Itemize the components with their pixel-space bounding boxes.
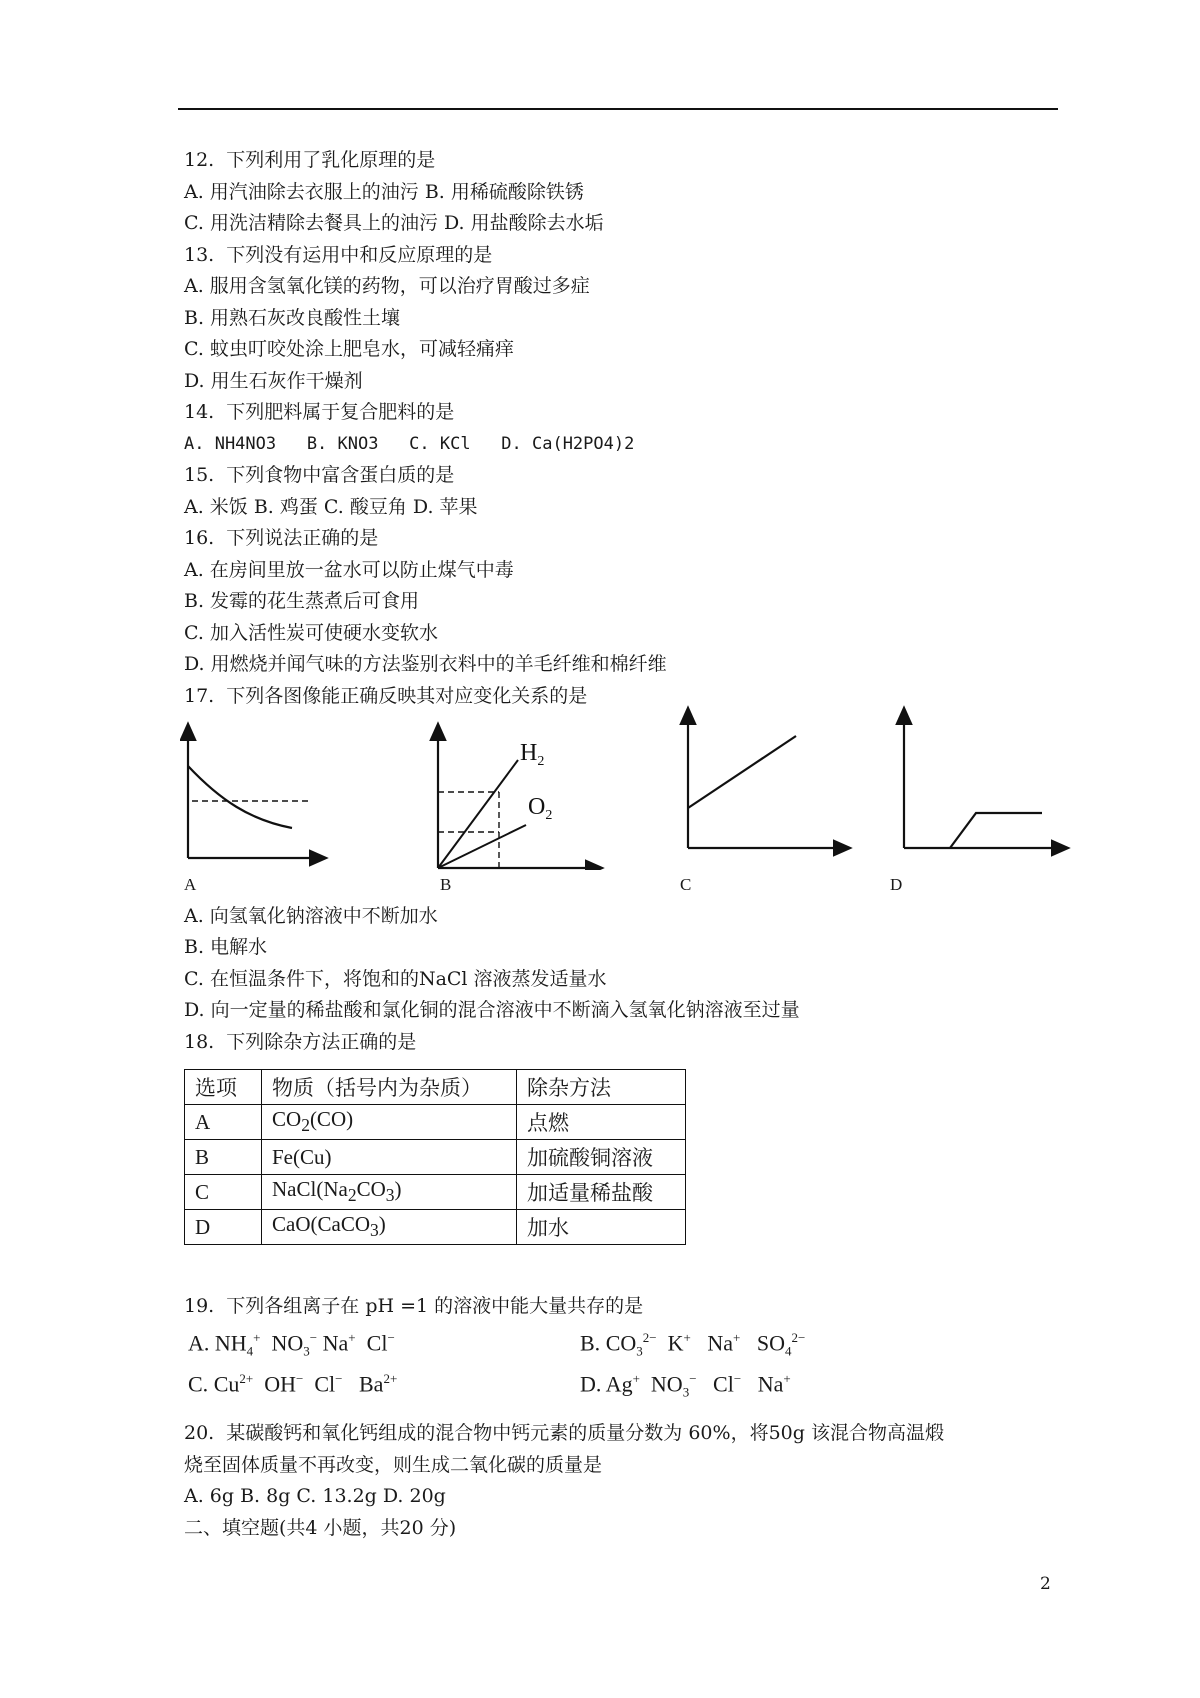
q17-option-b: B. 电解水 xyxy=(184,936,268,958)
graph-label-b: B xyxy=(440,875,452,894)
q18-stem: 18. 下列除杂方法正确的是 xyxy=(184,1031,417,1053)
svg-text:H2 xyxy=(520,740,544,769)
q16-option-a: A. 在房间里放一盆水可以防止煤气中毒 xyxy=(184,559,514,581)
q14-options: A. NH4NO3 B. KNO3 C. KCl D. Ca(H2PO4)2 xyxy=(184,434,635,454)
header-option: 选项 xyxy=(185,1070,262,1105)
row-option: D xyxy=(185,1210,262,1245)
q17-option-d: D. 向一定量的稀盐酸和氯化铜的混合溶液中不断滴入氢氧化钠溶液至过量 xyxy=(184,999,800,1021)
q12-stem: 12. 下列利用了乳化原理的是 xyxy=(184,149,436,171)
graph-d xyxy=(892,700,1072,870)
row-method: 加适量稀盐酸 xyxy=(517,1175,686,1210)
h2-subscript: 2 xyxy=(537,754,545,769)
q13-option-d: D. 用生石灰作干燥剂 xyxy=(184,370,363,392)
table-row xyxy=(185,1210,686,1245)
row-substance: Fe(Cu) xyxy=(262,1140,517,1175)
q15-options: A. 米饭 B. 鸡蛋 C. 酸豆角 D. 苹果 xyxy=(184,496,478,518)
o2-subscript: 2 xyxy=(545,808,553,823)
q13-option-a: A. 服用含氢氧化镁的药物，可以治疗胃酸过多症 xyxy=(184,275,590,297)
header-substance: 物质（括号内为杂质） xyxy=(262,1070,517,1105)
table-row xyxy=(185,1105,686,1140)
graph-label-c: C xyxy=(680,875,692,894)
table-row xyxy=(185,1175,686,1210)
q18-table xyxy=(184,1069,686,1245)
q17-option-a: A. 向氢氧化钠溶液中不断加水 xyxy=(184,905,438,927)
h2-label: H xyxy=(520,740,538,766)
q19-option-c: C. $Cu^{2+}$ OH− Cl− $Ba^{2+}$ xyxy=(188,1371,398,1397)
q16-option-d: D. 用燃烧并闻气味的方法鉴别衣料中的羊毛纤维和棉纤维 xyxy=(184,653,667,675)
header-method: 除杂方法 xyxy=(517,1070,686,1105)
page-number: 2 xyxy=(1040,1574,1051,1594)
q12-options-ab: A. 用汽油除去衣服上的油污 B. 用稀硫酸除铁锈 xyxy=(184,181,584,203)
graph-label-a: A xyxy=(184,875,197,894)
header-rule xyxy=(178,108,1058,110)
row-option: C xyxy=(185,1175,262,1210)
row-option: B xyxy=(185,1140,262,1175)
q15-stem: 15. 下列食物中富含蛋白质的是 xyxy=(184,464,455,486)
q12-options-cd: C. 用洗洁精除去餐具上的油污 D. 用盐酸除去水垢 xyxy=(184,212,604,234)
o2-label: O xyxy=(528,794,546,820)
graph-c xyxy=(676,700,856,870)
q20-stem-line2: 烧至固体质量不再改变，则生成二氧化碳的质量是 xyxy=(184,1454,603,1476)
row-substance: CaO(CaCO$_3$) xyxy=(262,1210,517,1245)
row-method: 点燃 xyxy=(517,1105,686,1140)
q17-stem: 17. 下列各图像能正确反映其对应变化关系的是 xyxy=(184,685,588,707)
q16-stem: 16. 下列说法正确的是 xyxy=(184,527,379,549)
q16-option-c: C. 加入活性炭可使硬水变软水 xyxy=(184,622,438,644)
row-method: 加水 xyxy=(517,1210,686,1245)
row-option: A xyxy=(185,1105,262,1140)
q13-option-b: B. 用熟石灰改良酸性土壤 xyxy=(184,307,401,329)
q20-stem-line1: 20. 某碳酸钙和氧化钙组成的混合物中钙元素的质量分数为 60%，将50g 该混合物高温煅 xyxy=(184,1422,944,1444)
table-header-row xyxy=(185,1070,686,1105)
q17-option-c: C. 在恒温条件下，将饱和的NaCl 溶液蒸发适量水 xyxy=(184,968,607,990)
q19-stem: 19. 下列各组离子在 pH =1 的溶液中能大量共存的是 xyxy=(184,1295,644,1317)
q14-stem: 14. 下列肥料属于复合肥料的是 xyxy=(184,401,455,423)
q20-options: A. 6g B. 8g C. 13.2g D. 20g xyxy=(184,1485,446,1507)
q13-stem: 13. 下列没有运用中和反应原理的是 xyxy=(184,244,493,266)
q19-option-a: A. $NH_4^+$ $NO_3^-$ Na+ Cl− xyxy=(188,1330,395,1359)
row-method: 加硫酸铜溶液 xyxy=(517,1140,686,1175)
svg-text:O2 xyxy=(528,794,552,823)
q16-option-b: B. 发霉的花生蒸煮后可食用 xyxy=(184,590,420,612)
q13-option-c: C. 蚊虫叮咬处涂上肥皂水，可减轻痛痒 xyxy=(184,338,514,360)
q19-option-b: B. $CO_3^{2-}$ K+ Na+ $SO_4^{2-}$ xyxy=(580,1330,806,1359)
table-row xyxy=(185,1140,686,1175)
row-substance: $NaCl(Na_2CO_3)$ xyxy=(262,1175,517,1210)
q19-option-d: D. Ag+ $NO_3^-$ Cl− Na+ xyxy=(580,1371,791,1400)
graph-label-d: D xyxy=(890,875,903,894)
section-2-heading: 二、填空题(共4 小题，共20 分) xyxy=(184,1517,457,1539)
graph-a xyxy=(180,710,330,870)
row-substance: $CO_2(CO)$ xyxy=(262,1105,517,1140)
graph-b xyxy=(426,710,606,870)
